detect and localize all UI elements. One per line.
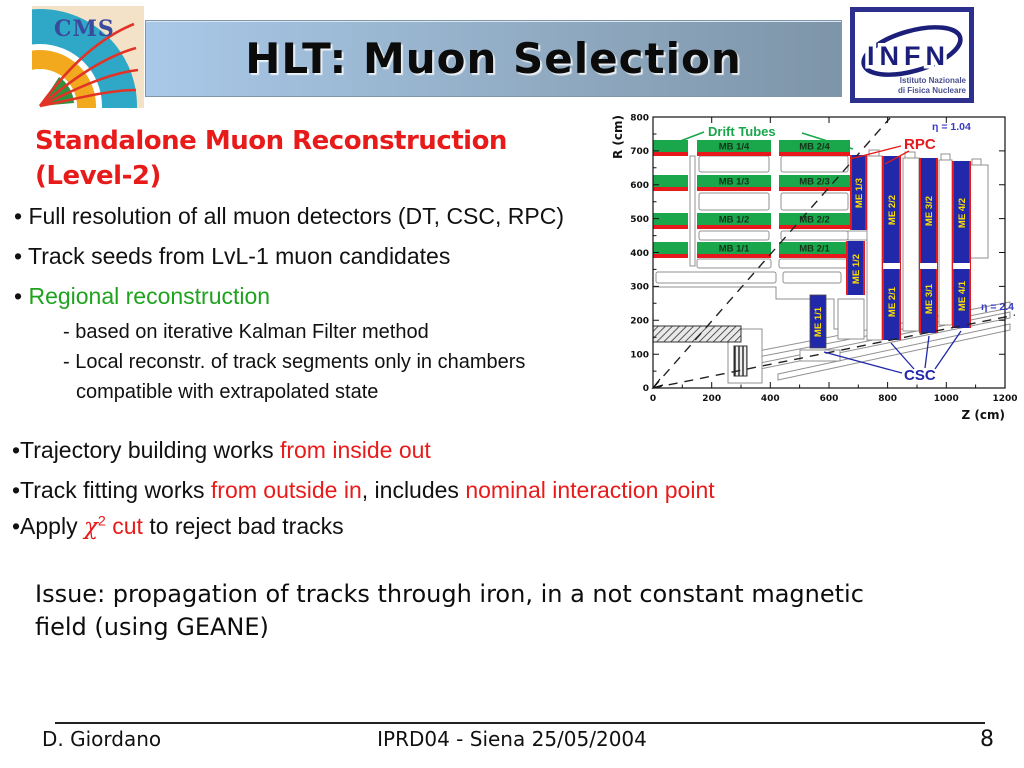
infn-subtext-2: di Fisica Nucleare — [897, 86, 966, 95]
svg-text:0: 0 — [649, 394, 657, 404]
y-axis-title: R (cm) — [611, 114, 625, 160]
svg-text:ME 1/3: ME 1/3 — [854, 177, 865, 209]
y-axis-tick-labels — [630, 114, 649, 395]
section-heading-line1: Standalone Muon Reconstruction — [35, 126, 507, 156]
footer-divider — [55, 722, 985, 724]
infn-logo-text: INFN — [867, 41, 950, 71]
svg-text:1200: 1200 — [992, 394, 1018, 404]
section-heading-line2: (Level-2) — [35, 161, 161, 191]
bullet-regional-reconstruction: • Regional reconstruction — [14, 283, 271, 309]
svg-text:600: 600 — [630, 181, 649, 191]
svg-text:MB 1/2: MB 1/2 — [718, 214, 750, 226]
bullet-trajectory-building: •Trajectory building works from inside out — [12, 437, 431, 463]
subbullet-local-reconstr: - Local reconstr. of track segments only in chambers — [63, 351, 526, 373]
drift-tubes-label: Drift Tubes — [708, 124, 776, 139]
subbullet-compatible: compatible with extrapolated state — [76, 381, 379, 403]
issue-line2: field (using GEANE) — [35, 613, 269, 641]
svg-text:500: 500 — [630, 215, 649, 225]
issue-line1: Issue: propagation of tracks through iron, in a not constant magnetic — [35, 580, 864, 608]
svg-text:1000: 1000 — [933, 394, 959, 404]
svg-text:0: 0 — [642, 384, 649, 394]
svg-text:MB 1/3: MB 1/3 — [718, 176, 750, 188]
title-bar — [145, 20, 842, 97]
subbullet-kalman: - based on iterative Kalman Filter method — [63, 321, 429, 343]
svg-text:800: 800 — [878, 394, 897, 404]
cms-logo-text: CMS — [54, 16, 115, 42]
svg-text:MB 2/3: MB 2/3 — [799, 176, 830, 188]
bullet-track-fitting: •Track fitting works from outside in, includes nominal interaction point — [12, 477, 715, 503]
page-title: HLT: Muon Selection — [245, 34, 742, 83]
solenoid-coil — [653, 326, 741, 342]
svg-text:400: 400 — [630, 249, 649, 259]
section-heading — [35, 124, 507, 194]
svg-text:MB 2/4: MB 2/4 — [799, 141, 830, 153]
svg-text:ME 4/1: ME 4/1 — [957, 280, 968, 312]
footer-conference: IPRD04 - Siena 25/05/2004 — [377, 727, 647, 751]
svg-text:400: 400 — [760, 394, 780, 404]
svg-text:MB 2/1: MB 2/1 — [799, 243, 830, 255]
svg-text:100: 100 — [630, 350, 649, 361]
svg-text:ME 2/2: ME 2/2 — [887, 194, 898, 226]
x-axis-tick-labels — [650, 394, 1018, 404]
svg-text:700: 700 — [630, 147, 649, 157]
svg-text:ME 3/2: ME 3/2 — [924, 195, 935, 227]
svg-text:ME 3/1: ME 3/1 — [924, 283, 935, 315]
svg-text:ME 4/2: ME 4/2 — [957, 197, 968, 229]
x-axis-title: Z (cm) — [961, 408, 1005, 422]
footer-author: D. Giordano — [42, 727, 162, 751]
svg-text:ME 1/1: ME 1/1 — [813, 306, 824, 338]
rpc-label: RPC — [904, 136, 936, 153]
eta-24-label: η = 2.4 — [981, 301, 1014, 313]
svg-text:800: 800 — [630, 113, 649, 124]
issue-statement — [35, 578, 985, 644]
svg-text:MB 1/4: MB 1/4 — [718, 141, 750, 153]
muon-detector-figure — [598, 103, 1024, 433]
svg-text:ME 1/2: ME 1/2 — [851, 253, 862, 285]
svg-text:200: 200 — [702, 394, 722, 404]
bullet-track-seeds: • Track seeds from LvL-1 muon candidates — [14, 243, 451, 269]
footer-page-number: 8 — [980, 727, 994, 752]
svg-text:ME 2/1: ME 2/1 — [887, 286, 898, 318]
csc-label: CSC — [904, 367, 936, 384]
svg-text:MB 1/1: MB 1/1 — [718, 243, 750, 255]
svg-text:MB 2/2: MB 2/2 — [799, 214, 830, 226]
bullet-full-resolution: • Full resolution of all muon detectors (DT, CSC, RPC) — [14, 203, 565, 229]
infn-logo — [850, 7, 974, 103]
bullet-chi2-cut: •Apply $\chi^2$ cut to reject bad tracks — [12, 513, 344, 540]
cms-logo — [32, 6, 144, 108]
svg-text:600: 600 — [819, 394, 839, 404]
infn-subtext-1: Istituto Nazionale — [899, 76, 966, 85]
eta-104-label: η = 1.04 — [932, 121, 971, 133]
svg-text:200: 200 — [630, 316, 649, 327]
svg-text:300: 300 — [630, 282, 649, 293]
